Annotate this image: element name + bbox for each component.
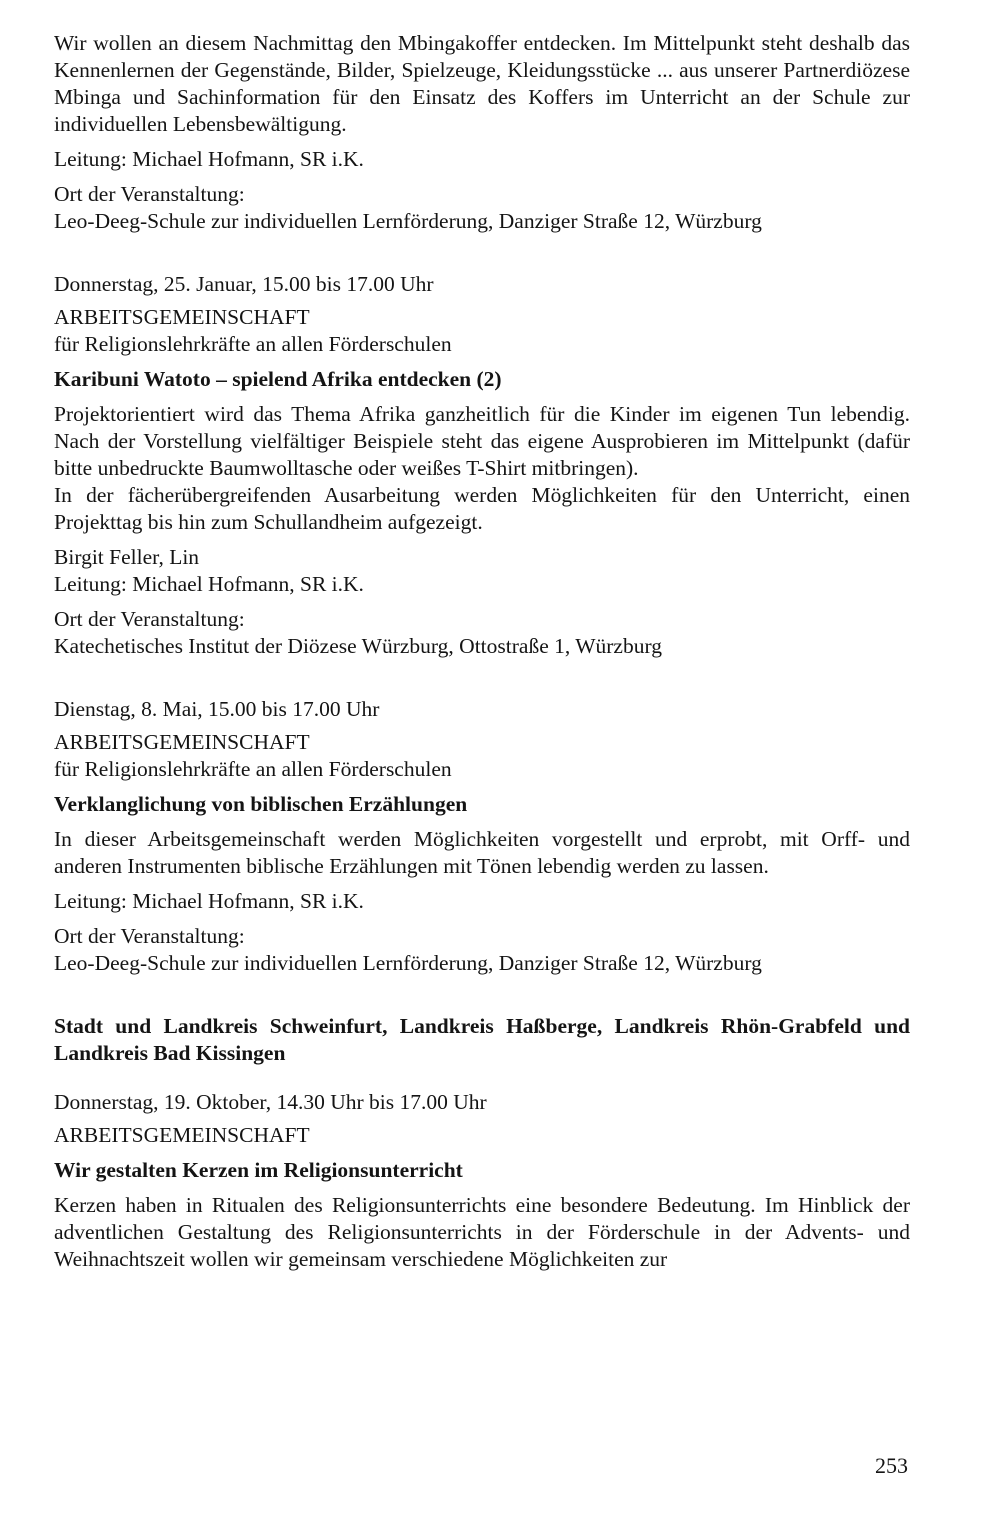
event-leitung: Leitung: Michael Hofmann, SR i.K. (54, 889, 364, 913)
event-date: Donnerstag, 25. Januar, 15.00 bis 17.00 Uhr (54, 272, 434, 296)
event-ort-label: Ort der Veranstaltung: (54, 607, 245, 631)
event-kerzen (54, 1089, 910, 1273)
intro-ort-label: Ort der Veranstaltung: (54, 182, 245, 206)
page-number: 253 (875, 1453, 908, 1478)
event-ort-label: Ort der Veranstaltung: (54, 924, 245, 948)
event-description: Projektorientiert wird das Thema Afrika ganzheitlich für die Kinder im eigenen Tun lebendig. Nach der Vorstellung vielfältiger Beispiele steht das eigene Ausprobieren im Mittelpunkt (dafür bitte unbedruckte Baumwolltasche oder weißes T-Shirt mitbringen). (54, 402, 910, 480)
intro-description: Wir wollen an diesem Nachmittag den Mbingakoffer entdecken. Im Mittelpunkt steht deshalb das Kennenlernen der Gegenstände, Bilder, Spielzeuge, Kleidungsstücke ... aus unserer Partnerdiözese Mbinga und Sachinformation für den Einsatz des Koffers im Unterricht an der Schule zur individuellen Lebensbewältigung. (54, 31, 910, 136)
region-section (54, 1013, 910, 1067)
event-title: Karibuni Watoto – spielend Afrika entdecken (2) (54, 367, 502, 391)
event-leitung: Leitung: Michael Hofmann, SR i.K. (54, 572, 364, 596)
event-date: Donnerstag, 19. Oktober, 14.30 Uhr bis 17.00 Uhr (54, 1090, 487, 1114)
region-heading: Stadt und Landkreis Schweinfurt, Landkreis Haßberge, Landkreis Rhön-Grabfeld und Landkreis Bad Kissingen (54, 1014, 910, 1065)
event-ort: Leo-Deeg-Schule zur individuellen Lernförderung, Danziger Straße 12, Würzburg (54, 951, 762, 975)
event-description: Kerzen haben in Ritualen des Religionsunterrichts eine besondere Bedeutung. Im Hinblick der adventlichen Gestaltung des Religionsunterrichts in der Förderschule in der Advents- und Weihnachtszeit wollen wir gemeinsam verschiedene Möglichkeiten zur (54, 1193, 910, 1271)
event-description-2: In der fächerübergreifenden Ausarbeitung werden Möglichkeiten für den Unterricht, einen Projekttag bis hin zum Schullandheim aufgezeigt. (54, 483, 910, 534)
event-description: In dieser Arbeitsgemeinschaft werden Möglichkeiten vorgestellt und erprobt, mit Orff- und anderen Instrumenten biblische Erzählungen mit Tönen lebendig werden zu lassen. (54, 827, 910, 878)
event-type: ARBEITSGEMEINSCHAFT (54, 1123, 310, 1147)
event-audience: für Religionslehrkräfte an allen Förderschulen (54, 757, 452, 781)
event-referent: Birgit Feller, Lin (54, 545, 200, 569)
event-title: Verklanglichung von biblischen Erzählungen (54, 792, 468, 816)
event-verklanglichung (54, 696, 910, 977)
event-title: Wir gestalten Kerzen im Religionsunterricht (54, 1158, 463, 1182)
event-karibuni (54, 271, 910, 660)
intro-ort: Leo-Deeg-Schule zur individuellen Lernförderung, Danziger Straße 12, Würzburg (54, 209, 762, 233)
event-date: Dienstag, 8. Mai, 15.00 bis 17.00 Uhr (54, 697, 380, 721)
document-page (54, 30, 910, 1273)
intro-block (54, 30, 910, 235)
event-audience: für Religionslehrkräfte an allen Förderschulen (54, 332, 452, 356)
event-type: ARBEITSGEMEINSCHAFT (54, 730, 310, 754)
event-ort: Katechetisches Institut der Diözese Würzburg, Ottostraße 1, Würzburg (54, 634, 662, 658)
intro-leitung: Leitung: Michael Hofmann, SR i.K. (54, 147, 364, 171)
event-type: ARBEITSGEMEINSCHAFT (54, 305, 310, 329)
